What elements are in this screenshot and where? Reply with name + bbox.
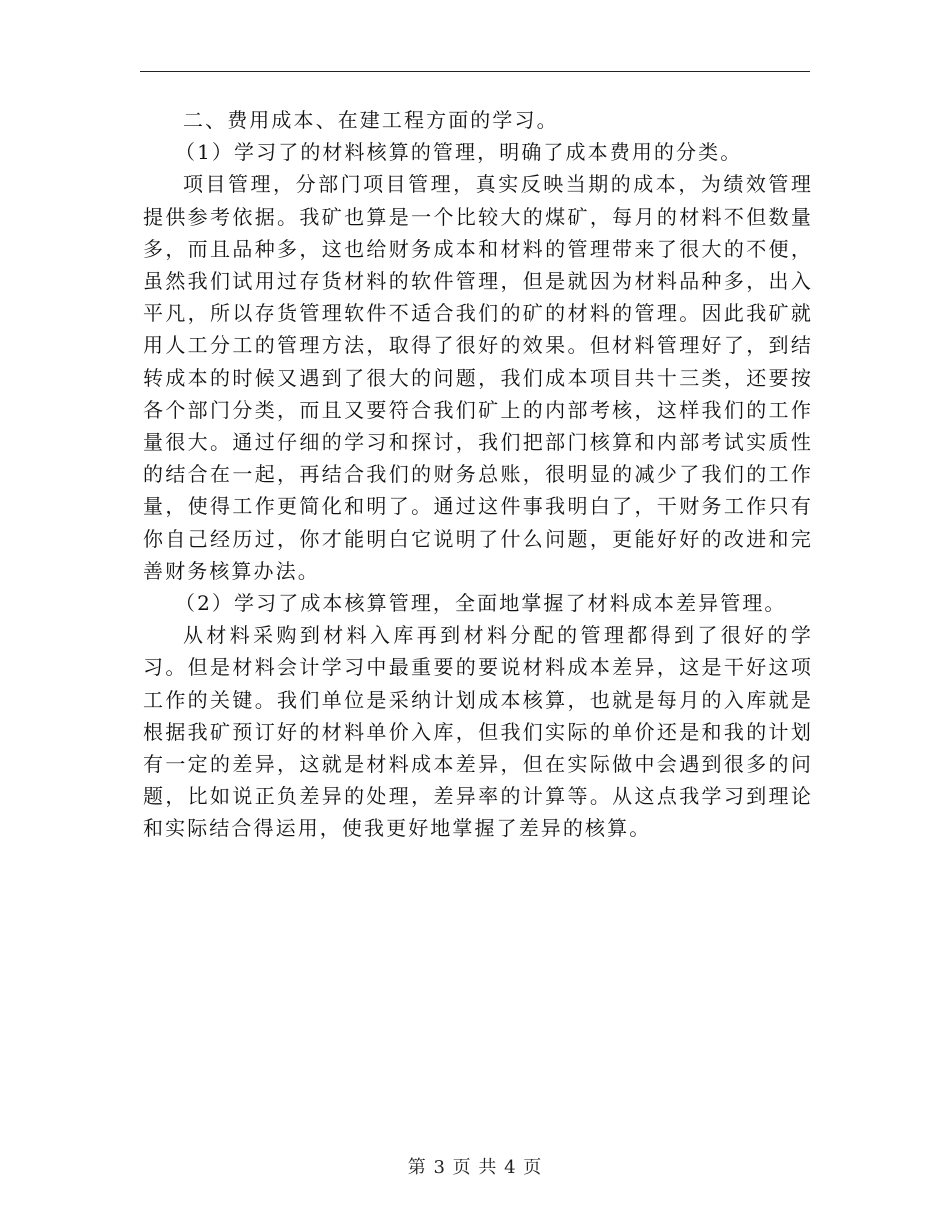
section-heading: 二、费用成本、在建工程方面的学习。 bbox=[183, 108, 559, 132]
page-number-footer: 第 3 页 共 4 页 bbox=[407, 1157, 543, 1178]
body-paragraph-1: 项目管理，分部门项目管理，真实反映当期的成本，为绩效管理提供参考依据。我矿也算是一个比较大的煤矿，每月的材料不但数量多，而且品种多，这也给财务成本和材料的管理带来了很大的不便，虽然我们试用过存货材料的软件管理，但是就因为材料品种多，出入平凡，所以存货管理软件不适合我们的矿的材料的管理。因此我矿就用人工分工的管理方法，取得了很好的效果。但材料管理好了，到结转成本的时候又遇到了很大的问题，我们成本项目共十三类，还要按各个部门分类，而且又要符合我们矿上的内部考核，这样我们的工作量很大。通过仔细的学习和探讨，我们把部门核算和内部考试实质性的结合在一起，再结合我们的财务总账，很明显的减少了我们的工作量，使得工作更简化和明了。通过这件事我明白了，干财务工作只有你自己经历过，你才能明白它说明了什么问题，更能好好的改进和完善财务核算办法。 bbox=[143, 172, 813, 583]
subsection-heading-2: （2）学习了成本核算管理，全面地掌握了材料成本差异管理。 bbox=[175, 591, 787, 616]
header-rule bbox=[140, 71, 810, 72]
document-body bbox=[143, 104, 813, 845]
body-paragraph-2: 从材料采购到材料入库再到材料分配的管理都得到了很好的学习。但是材料会计学习中最重要的要说材料成本差异，这是干好这项工作的关键。我们单位是采纳计划成本核算，也就是每月的入库就是根据我矿预订好的材料单价入库，但我们实际的单价还是和我的计划有一定的差异，这就是材料成本差异，但在实际做中会遇到很多的问题，比如说正负差异的处理，差异率的计算等。从这点我学习到理论和实际结合得运用，使我更好地掌握了差异的核算。 bbox=[143, 623, 813, 841]
subsection-heading-1: （1）学习了的材料核算的管理，明确了成本费用的分类。 bbox=[175, 140, 743, 165]
